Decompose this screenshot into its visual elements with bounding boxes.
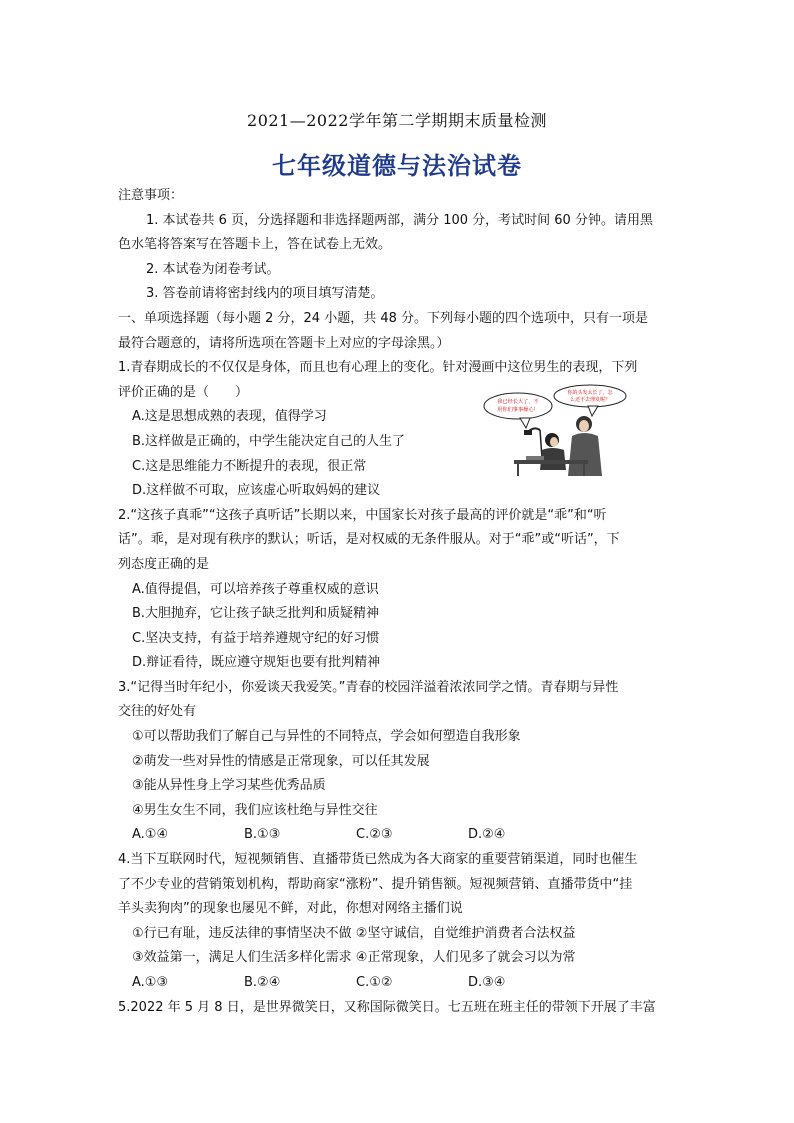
- exam-subtitle: 七年级道德与法治试卷: [272, 152, 522, 180]
- q4-option-b: B.②④: [244, 975, 281, 990]
- section-1-instructions-cont: 最符合题意的，请将所选项在答题卡上对应的字母涂黑。）: [118, 335, 450, 351]
- q3-statement-1: ①可以帮助我们了解自己与异性的不同特点，学会如何塑造自我形象: [132, 729, 521, 745]
- notice-item-1-cont: 色水笔将答案写在答题卡上，答在试卷上无效。: [118, 237, 392, 253]
- q4-option-d: D.③④: [468, 975, 506, 990]
- q3-statement-2: ②萌发一些对异性的情感是正常现象，可以任其发展: [132, 753, 430, 769]
- q1-stem-cont: 评价正确的是（ ）: [118, 384, 249, 400]
- q2-stem-cont-2: 列态度正确的是: [118, 556, 210, 572]
- cartoon-bubble-mom-line2: 么还不去理发呢？: [569, 397, 611, 404]
- q3-stem-cont: 交往的好处有: [118, 704, 197, 720]
- q4-option-a: A.①③: [132, 975, 169, 990]
- exam-content: [118, 184, 678, 1020]
- cartoon-bubble-boy-line2: 用你们事事操心！: [497, 407, 539, 414]
- q1-option-c: C.这是思维能力不断提升的表现，很正常: [132, 458, 367, 474]
- q1-option-a: A.这是思想成熟的表现，值得学习: [132, 409, 327, 425]
- question-1: [118, 356, 678, 504]
- notice-item-3: 3. 答卷前请将密封线内的项目填写清楚。: [146, 286, 384, 302]
- q4-statements-3-4: ③效益第一，满足人们生活多样化需求 ④正常现象，人们见多了就会习以为常: [132, 950, 576, 966]
- q1-option-d: D.这样做不可取，应该虚心听取妈妈的建议: [132, 483, 381, 499]
- q4-stem-cont-2: 羊头卖狗肉”的现象也屡见不鲜，对此，你想对网络主播们说: [118, 901, 463, 917]
- q5-stem: 5.2022 年 5 月 8 日，是世界微笑日，又称国际微笑日。七五班在班主任的带领下开展了丰富: [118, 999, 656, 1015]
- q4-option-c: C.①②: [356, 975, 393, 990]
- q2-option-a: A.值得提倡，可以培养孩子尊重权威的意识: [132, 581, 379, 597]
- exam-title: 2021—2022学年第二学期期末质量检测: [247, 111, 547, 130]
- q3-options: [118, 823, 678, 848]
- q2-stem: 2.“这孩子真乖”“这孩子真听话”长期以来，中国家长对孩子最高的评价就是“乖”和“听: [118, 507, 607, 523]
- q2-option-c: C.坚决支持，有益于培养遵规守纪的好习惯: [132, 630, 380, 646]
- q2-option-b: B.大胆抛弃，它让孩子缺乏批判和质疑精神: [132, 606, 380, 622]
- q4-stem: 4.当下互联网时代，短视频销售、直播带货已然成为各大商家的重要营销渠道，同时也催生: [118, 852, 638, 868]
- q1-stem: 1.青春期成长的不仅仅是身体，而且也有心理上的变化。针对漫画中这位男生的表现，下列: [118, 360, 638, 376]
- q1-option-b: B.这样做是正确的，中学生能决定自己的人生了: [132, 433, 406, 449]
- q3-option-c: C.②③: [356, 827, 393, 843]
- q3-option-d: D.②④: [468, 827, 506, 843]
- cartoon-bubble-mom-line1: 你的头发太长了，怎: [567, 390, 613, 397]
- q1-cartoon-image: [480, 384, 630, 476]
- q3-option-b: B.①③: [244, 827, 281, 843]
- q2-option-d: D.辩证看待，既应遵守规矩也要有批判精神: [132, 655, 381, 671]
- q4-statements-1-2: ①行已有耻，违反法律的事情坚决不做 ②坚守诚信，自觉维护消费者合法权益: [132, 925, 576, 941]
- q2-stem-cont: 话”。乖，是对现有秩序的默认；听话，是对权威的无条件服从。对于“乖”或“听话”，下: [118, 532, 620, 548]
- cartoon-bubble-boy-line1: 我已经长大了，不: [497, 399, 539, 406]
- q4-stem-cont: 了不少专业的营销策划机构，帮助商家“涨粉”、提升销售额。短视频营销、直播带货中“挂: [118, 876, 633, 892]
- notice-item-2: 2. 本试卷为闭卷考试。: [146, 261, 280, 277]
- notice-heading: 注意事项：: [118, 188, 184, 203]
- q3-statement-3: ③能从异性身上学习某些优秀品质: [132, 778, 326, 794]
- q3-statement-4: ④男生女生不同，我们应该杜绝与异性交往: [132, 802, 378, 818]
- q3-stem: 3.“记得当时年纪小，你爱谈天我爱笑。”青春的校园洋溢着浓浓同学之情。青春期与异性: [118, 679, 619, 695]
- q4-options: [118, 971, 678, 996]
- section-1-instructions: 一、单项选择题（每小题 2 分，24 小题，共 48 分。下列每小题的四个选项中，只有一项是: [118, 310, 649, 326]
- q3-option-a: A.①④: [132, 827, 169, 843]
- notice-item-1: 1. 本试卷共 6 页，分选择题和非选择题两部，满分 100 分，考试时间 60 分钟。请用黑: [146, 212, 653, 228]
